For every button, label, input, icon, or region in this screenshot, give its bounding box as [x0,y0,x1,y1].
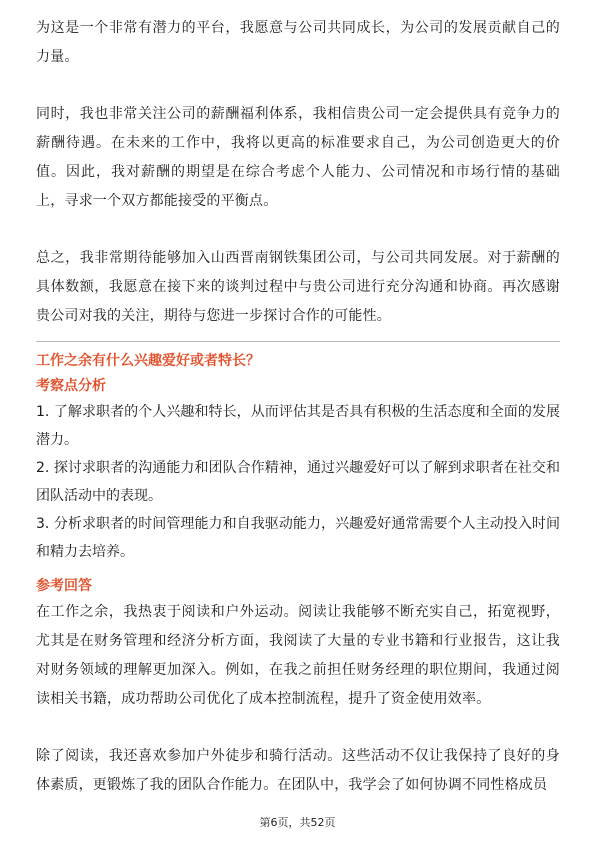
answer-heading: 参考回答 [36,578,92,594]
section-divider [36,341,560,342]
analysis-item-1: 1. 了解求职者的个人兴趣和特长，从而评估其是否具有积极的生活态度和全面的发展潜力。 [36,404,560,448]
answer-paragraph-reading: 在工作之余，我热衷于阅读和户外运动。阅读让我能够不断充实自己，拓宽视野，尤其是在财务管理和经济分析方面，我阅读了大量的专业书籍和行业报告，这让我对财务领域的理解更加深入。例如，在我之前担任财务经理的职位期间，我通过阅读相关书籍，成功帮助公司优化了成本控制流程，提升了资金使用效率。 [36,604,560,707]
analysis-item-3: 3. 分析求职者的时间管理能力和自我驱动能力，兴趣爱好通常需要个人主动投入时间和精力去培养。 [36,516,560,560]
paragraph-salary-system: 同时，我也非常关注公司的薪酬福利体系，我相信贵公司一定会提供具有竞争力的薪酬待遇。在未来的工作中，我将以更高的标准要求自己，为公司创造更大的价值。因此，我对薪酬的期望是在综合考虑个人能力、公司情况和市场行情的基础上，寻求一个双方都能接受的平衡点。 [36,106,560,209]
analysis-item-2: 2. 探讨求职者的沟通能力和团队合作精神，通过兴趣爱好可以了解到求职者在社交和团队活动中的表现。 [36,460,560,504]
analysis-heading: 考察点分析 [36,378,106,394]
answer-paragraph-outdoor: 除了阅读，我还喜欢参加户外徒步和骑行活动。这些活动不仅让我保持了良好的身体素质，更锻炼了我的团队合作能力。在团队中，我学会了如何协调不同性格成员 [36,748,560,793]
page-number: 第6页，共52页 [259,816,336,829]
page-content [36,14,560,800]
paragraph-contribution: 为这是一个非常有潜力的平台，我愿意与公司共同成长，为公司的发展贡献自己的力量。 [36,20,560,65]
paragraph-conclusion: 总之，我非常期待能够加入山西晋南钢铁集团公司，与公司共同发展。对于薪酬的具体数额，我愿意在接下来的谈判过程中与贵公司进行充分沟通和协商。再次感谢贵公司对我的关注，期待与您进一步探讨合作的可能性。 [36,250,560,324]
question-title: 工作之余有什么兴趣爱好或者特长？ [36,353,260,369]
